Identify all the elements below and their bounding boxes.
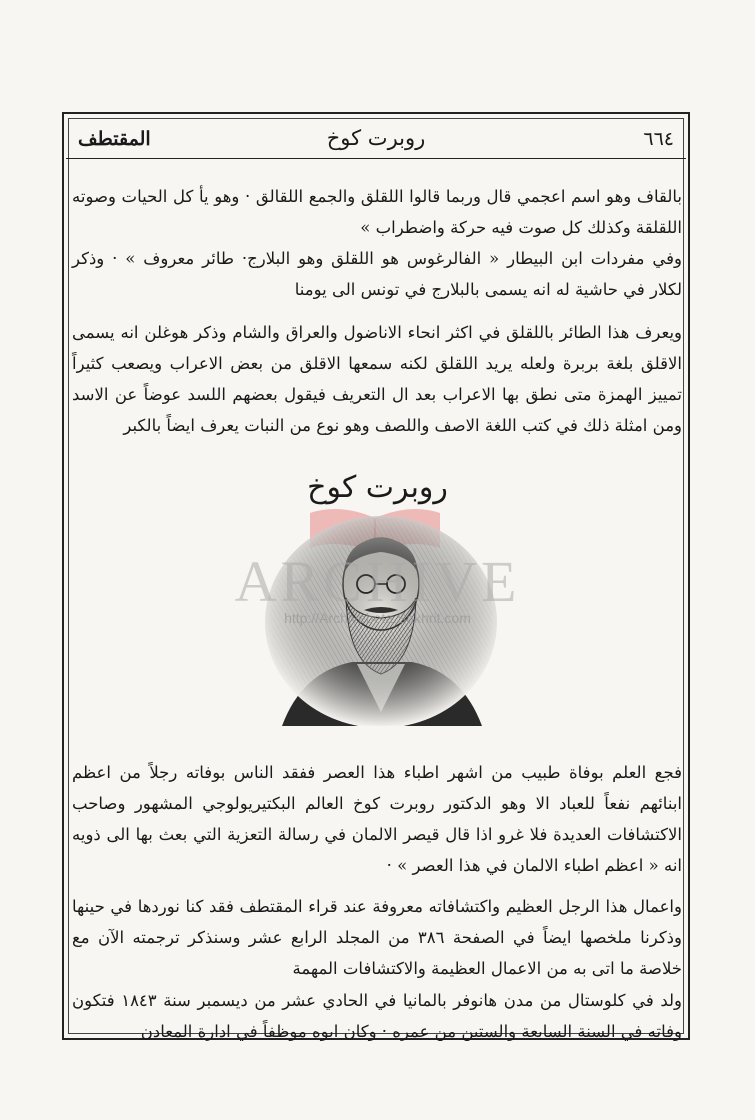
paragraph-1: بالقاف وهو اسم اعجمي قال وربما قالوا اللقلق والجمع اللقالق · وهو يأ كل الحيات وصوته اللقلقة وكذلك كل صوت فيه حركة واضطراب » [72, 186, 682, 237]
paragraph-4: فجع العلم بوفاة طبيب من اشهر اطباء هذا العصر ففقد الناس بوفاته رجلاً من اعظم ابنائهم نفعاً للعباد الا وهو الدكتور روبرت كوخ العالم البكتيريولوجي المشهور وصاحب الاكتشافات العديدة فلا غرو اذا قال قيصر الالمان في رسالة التعزية التي بعث بها الى ذويه انه « اعظم اطباء الالمان في هذا العصر » · [72, 762, 682, 875]
page-number: ٦٦٤ [643, 128, 674, 150]
watermark-text: ARCHIVE [234, 549, 521, 614]
journal-name: المقتطف [78, 128, 151, 150]
watermark-url: http://Archivebeta.Sakhrit.com [284, 610, 471, 626]
paragraph-6: ولد في كلوستال من مدن هانوفر بالمانيا في الحادي عشر من ديسمبر سنة ١٨٤٣ فتكون وفاته في السنة السابعة والستين من عمره · وكان ابوه موظفاً في ادارة المعادن [72, 990, 682, 1041]
paragraph-5: واعمال هذا الرجل العظيم واكتشافاته معروفة عند قراء المقتطف فقد كنا نوردها في حينها وذكرنا ملخصها ايضاً في الصفحة ٣٨٦ من المجلد الرابع عشر وسنذكر ترجمته الآن مع خلاصة ما اتى به من الاعمال العظيمة والاكتشافات المهمة [72, 896, 682, 978]
running-title: روبرت كوخ [326, 126, 426, 150]
running-header [66, 124, 686, 156]
portrait-caption: روبرت كوخ [307, 470, 448, 505]
paragraph-2: وفي مفردات ابن البيطار « الفالرغوس هو اللقلق وهو البلارج· طائر معروف » · وذكر لكلار في حاشية له انه يسمى بالبلارج في تونس الى يومنا [72, 248, 682, 299]
header-rule [66, 158, 686, 159]
paragraph-3: ويعرف هذا الطائر باللقلق في اكثر انحاء الاناضول والعراق والشام وذكر هوغلن انه يسمى الاقلق بلغة بربرة ولعله يريد اللقلق لكنه سمعها الاقلق من بعض الاعراب ويصعب كثيراً تمييز الهمزة متى نطق بها الاعراب بعد ال التعريف فيقول بعضهم اللسد عوضاً عن الاسد ومن امثلة ذلك في كتب اللغة الاصف واللصف وهو نوع من النبات يعرف ايضاً بالكبر [72, 322, 682, 435]
